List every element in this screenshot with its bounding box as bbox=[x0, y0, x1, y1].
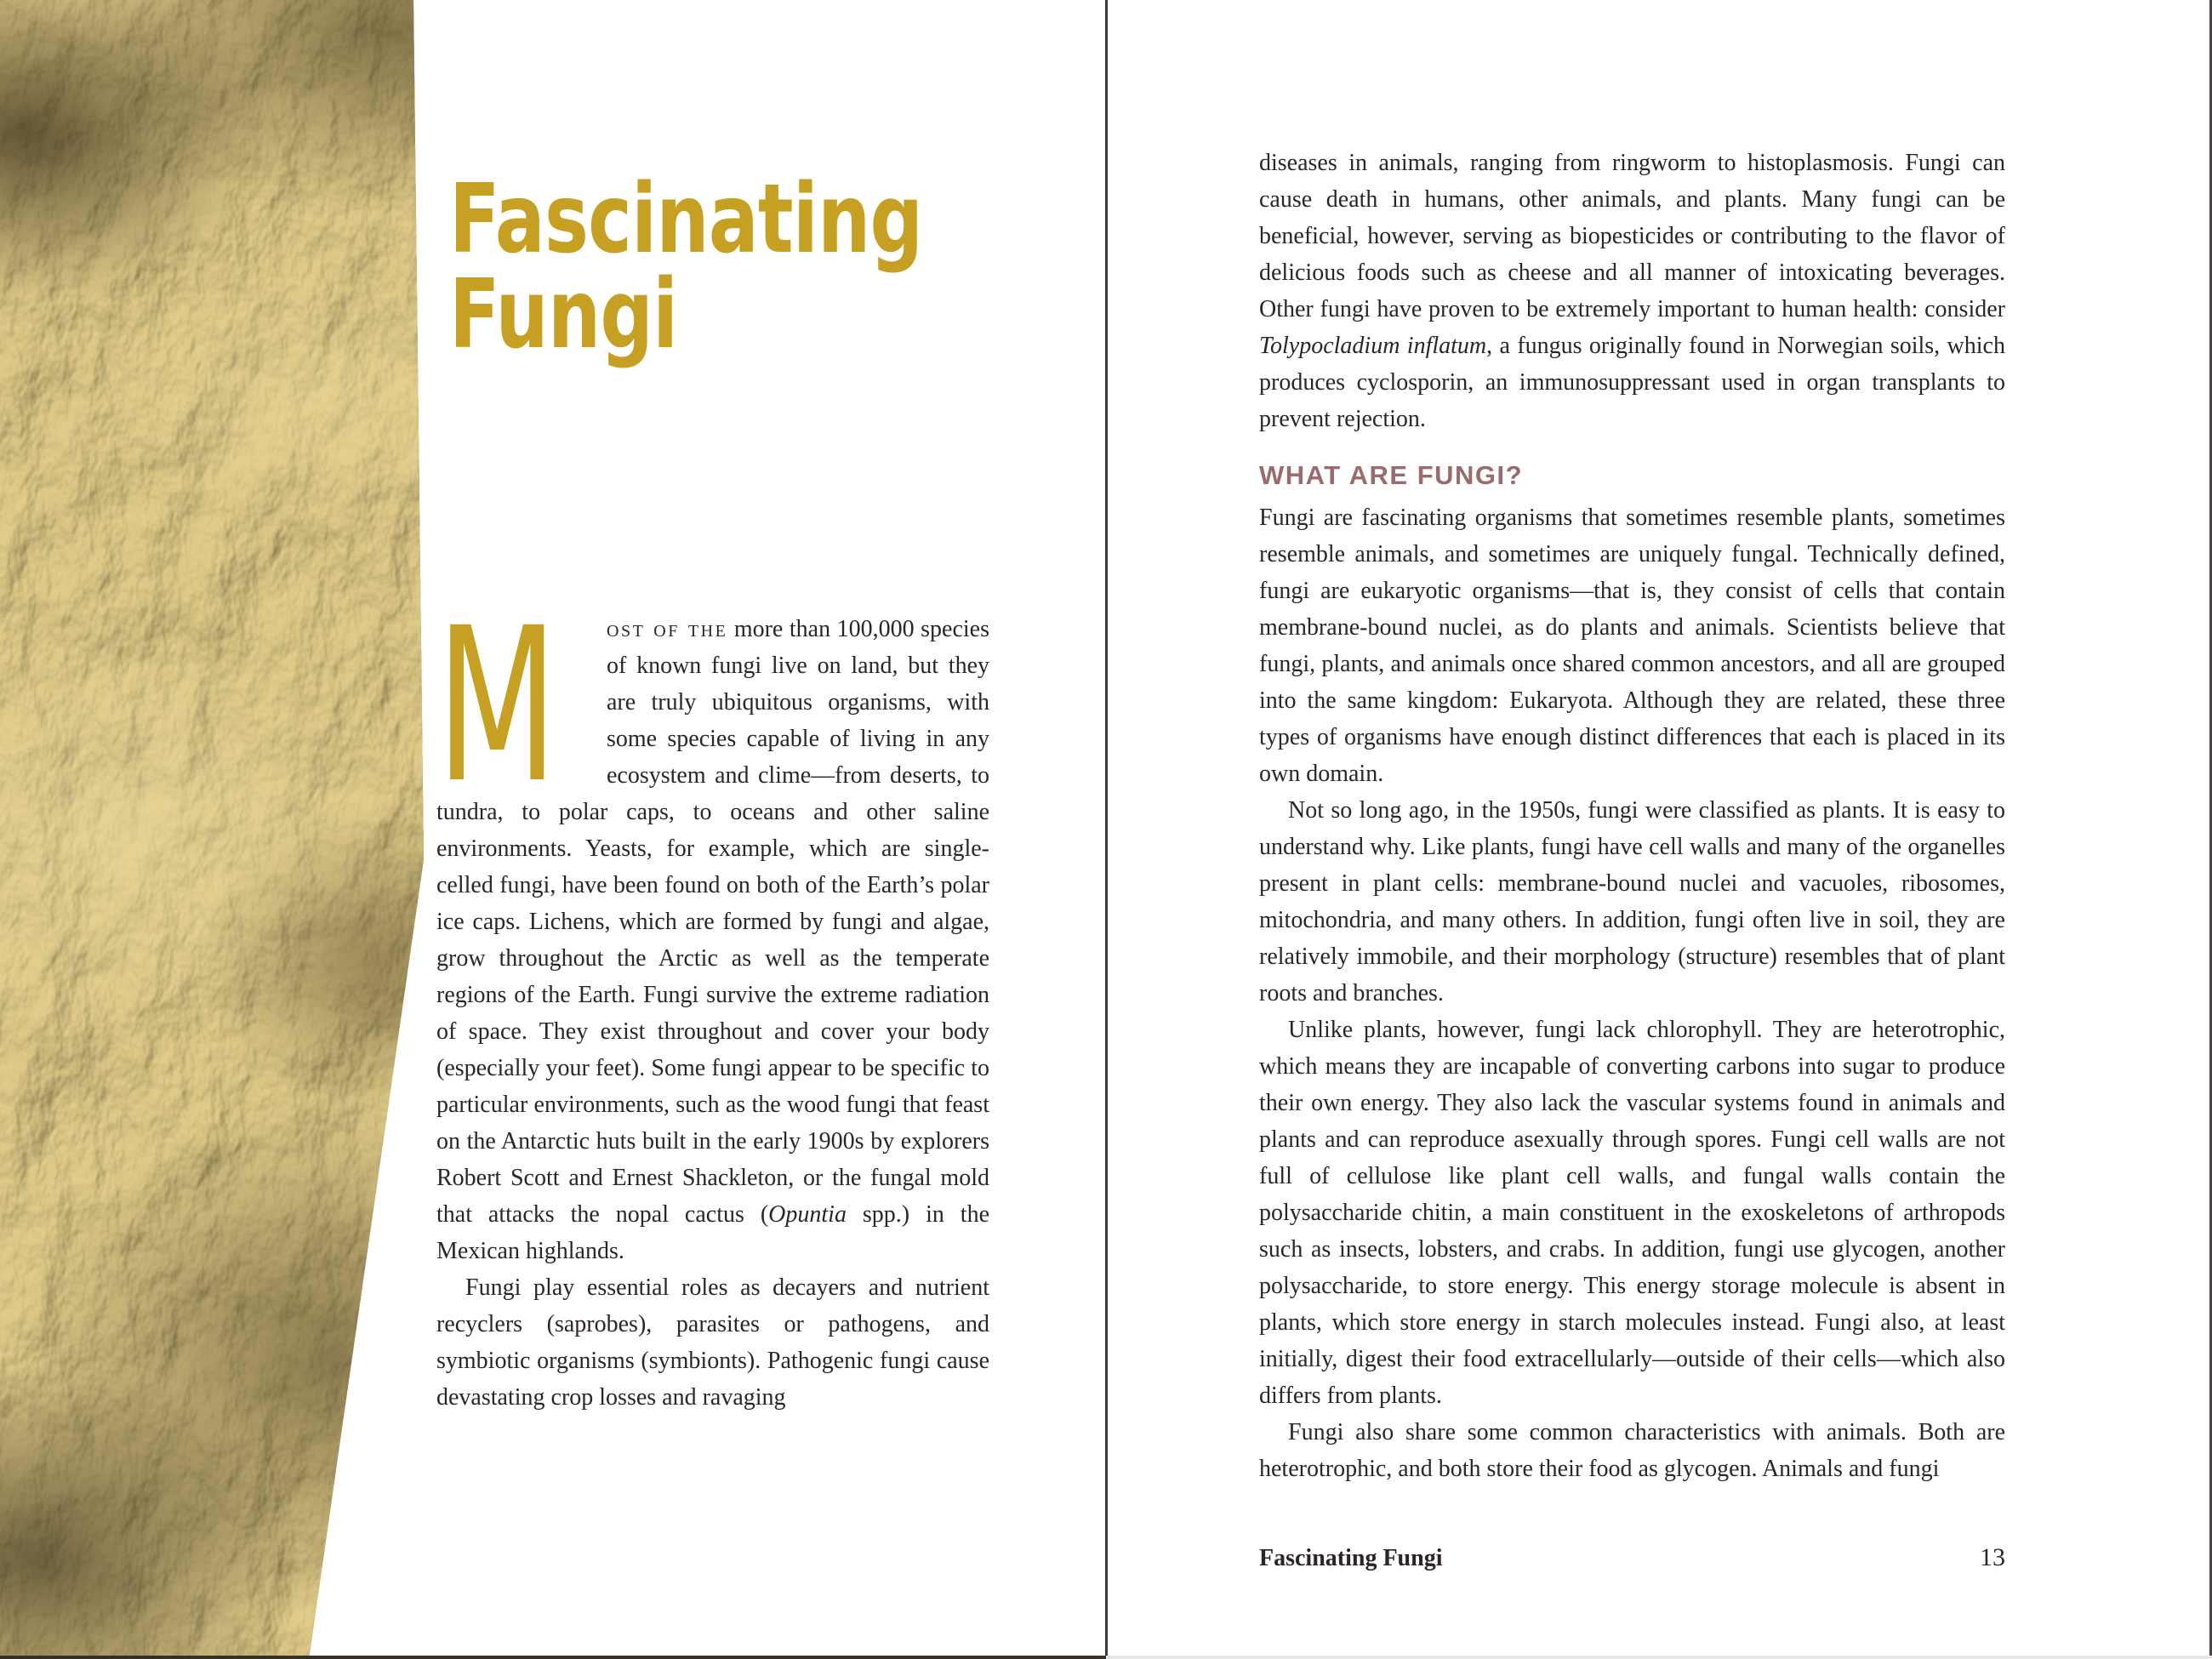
left-page-content bbox=[0, 0, 1105, 1659]
opening-paragraph bbox=[436, 582, 990, 1269]
bottom-edge-line-left bbox=[0, 1656, 1106, 1659]
second-paragraph: Fungi play essential roles as decayers and nutrient recyclers (saprobes), parasites or pathogens, and symbiotic organisms (symbionts). Pathogenic fungi cause devastating crop losses and ravaging bbox=[436, 1274, 989, 1411]
paragraph-text: diseases in animals, ranging from ringworm to histoplasmosis. Fungi can cause death in humans, other animals, and plants. Many fungi can be beneficial, however, serving as biopesticides or contributing to the flavor of delicious foods such as cheese and all manner of intoxicating beverages. Other fungi have proven to be extremely important to human health: consider bbox=[1259, 150, 2005, 322]
paragraph-text-end: , a fungus originally found in Norwegian soils, which produces cyclosporin, an immunosuppressant used in organ transplants to prevent rejection. bbox=[1259, 333, 2005, 432]
paragraph-text: more than 100,000 species of known fungi live on land, but they are truly ubiquitous organisms, with some species capable of living in any ecosystem and clime—from deserts, to tundra, to polar caps, to oceans and other saline environments. Yeasts, for example, which are single-celled fungi, have been found on both of the Earth’s polar ice caps. Lichens, which are formed by fungi and algae, grow throughout the Arctic as well as the temperate regions of the Earth. Fungi survive the extreme radiation of space. They exist throughout and cover your body (especially your feet). Some fungi appear to be specific to particular environments, such as the wood fungi that feast on the Antarctic huts built in the early 1900s by explorers Robert Scott and Ernest Shackleton, or the fungal mold that attacks the nopal cactus ( bbox=[436, 616, 990, 1228]
dropcap-letter-m: M bbox=[436, 582, 558, 830]
paragraph-text-end: spp.) in the Mexican highlands. bbox=[436, 1201, 990, 1264]
opening-smallcaps: ost of the bbox=[607, 616, 728, 642]
section-paragraph-4: Fungi also share some common characteristics with animals. Both are heterotrophic, and both store their food as glycogen. Animals and fungi bbox=[1259, 1419, 2005, 1482]
bottom-edge-line-right bbox=[1106, 1656, 2212, 1659]
section-paragraph-2: Not so long ago, in the 1950s, fungi were classified as plants. It is easy to understand why. Like plants, fungi have cell walls and many of the organelles present in plant cells: membrane-bound nuclei and vacuoles, ribosomes, mitochondria, and many others. In addition, fungi often live in soil, they are relatively immobile, and their morphology (structure) resembles that of plant roots and branches. bbox=[1259, 797, 2005, 1006]
chapter-title-line2: Fungi bbox=[449, 259, 678, 370]
species-name-italic: Tolypocladium inflatum bbox=[1259, 333, 1487, 359]
running-footer-title: Fascinating Fungi bbox=[1259, 1545, 1443, 1571]
species-name-italic: Opuntia bbox=[768, 1201, 847, 1228]
page-footer bbox=[1259, 1543, 2005, 1572]
left-page bbox=[0, 0, 1105, 1659]
continuation-paragraph bbox=[1259, 145, 2005, 437]
left-text-column bbox=[436, 582, 990, 1416]
page-number: 13 bbox=[1980, 1543, 2005, 1571]
section-paragraph-3: Unlike plants, however, fungi lack chlorophyll. They are heterotrophic, which means they are incapable of converting carbons into sugar to produce their own energy. They also lack the vascular systems found in animals and plants and can reproduce asexually through spores. Fungi cell walls are not full of cellulose like plant cell walls, and fungal walls contain the polysaccharide chitin, a main constituent in the exoskeletons of arthropods such as insects, lobsters, and crabs. In addition, fungi use glycogen, another polysaccharide, to store energy. This energy storage molecule is absent in plants, which store energy in starch molecules instead. Fungi also, at least initially, digest their food extracellularly—outside of their cells—which also differs from plants. bbox=[1259, 1017, 2005, 1409]
section-heading-what-are-fungi: WHAT ARE FUNGI? bbox=[1259, 460, 1524, 490]
section-paragraph-1: Fungi are fascinating organisms that sometimes resemble plants, sometimes resemble animals, and sometimes are uniquely fungal. Technically defined, fungi are eukaryotic organisms—that is, they consist of cells that contain membrane-bound nuclei, as do plants and animals. Scientists believe that fungi, plants, and animals once shared common ancestors, and all are grouped into the same kingdom: Eukaryota. Although they are related, these three types of organisms have enough distinct differences that each is placed in its own domain. bbox=[1259, 505, 2005, 787]
right-text-column bbox=[1259, 145, 2005, 1487]
chapter-title-line1: Fascinating bbox=[449, 164, 923, 275]
chapter-title bbox=[449, 164, 923, 370]
right-page bbox=[1108, 0, 2212, 1659]
